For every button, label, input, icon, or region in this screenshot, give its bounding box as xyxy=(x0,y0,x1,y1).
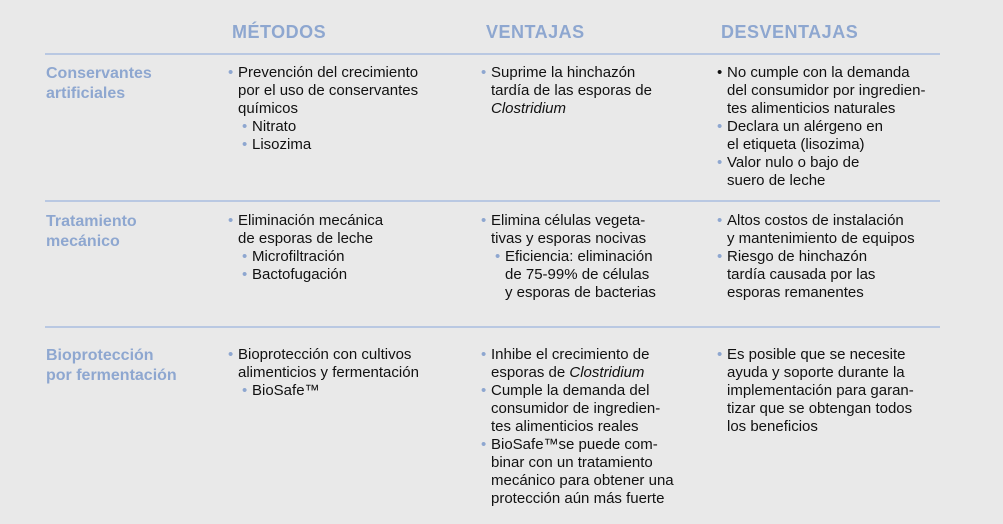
text-line: los beneficios xyxy=(727,418,818,435)
text-line: Bioprotección con cultivos xyxy=(238,346,412,363)
bullet-icon: • xyxy=(228,64,234,81)
text-line: implementación para garan- xyxy=(727,382,914,399)
text-line: protección aún más fuerte xyxy=(491,490,665,507)
sub-item xyxy=(228,118,418,136)
row-label-conservantes xyxy=(46,64,216,104)
list-item xyxy=(481,212,656,248)
row-label-line: Tratamiento xyxy=(46,213,137,230)
text-line: Elimina células vegeta- xyxy=(491,212,646,229)
bullet-icon: • xyxy=(481,382,487,399)
text-line: suero de leche xyxy=(727,172,826,189)
text-line: tardía de las esporas de xyxy=(491,82,652,99)
row-label-line: mecánico xyxy=(46,233,120,250)
bullet-icon: • xyxy=(495,248,501,265)
bullet-icon: • xyxy=(717,154,723,171)
bullet-icon: • xyxy=(717,64,723,81)
text-line: alimenticios y fermentación xyxy=(238,364,419,381)
text-line: BioSafe™se puede com- xyxy=(491,436,658,453)
bullet-icon: • xyxy=(228,346,234,363)
text-line: Riesgo de hinchazón xyxy=(727,248,868,265)
sub-item xyxy=(228,382,419,400)
text-line: el etiqueta (lisozima) xyxy=(727,136,865,153)
text-line: Clostridium xyxy=(491,100,567,117)
row-label-bioproteccion xyxy=(46,346,216,386)
text-line: Inhibe el crecimiento de xyxy=(491,346,650,363)
bullet-icon: • xyxy=(242,248,248,265)
text-line: Prevención del crecimiento xyxy=(238,64,419,81)
header-metodos: MÉTODOS xyxy=(232,22,327,42)
cell-desventajas-bioproteccion xyxy=(717,346,914,436)
text-line: Lisozima xyxy=(252,136,312,153)
sub-item xyxy=(228,248,383,266)
sub-item xyxy=(228,136,418,154)
row-label-line: Conservantes xyxy=(46,65,152,82)
text-line: Suprime la hinchazón xyxy=(491,64,636,81)
text-line: Es posible que se necesite xyxy=(727,346,906,363)
list-item xyxy=(717,248,915,302)
bullet-icon: • xyxy=(242,382,248,399)
bullet-icon: • xyxy=(481,436,487,453)
text-line: Cumple la demanda del xyxy=(491,382,650,399)
cell-desventajas-conservantes xyxy=(717,64,925,190)
bullet-icon: • xyxy=(481,212,487,229)
list-item xyxy=(481,382,674,436)
sub-item xyxy=(481,248,656,302)
text-line: Eficiencia: eliminación xyxy=(505,248,653,265)
text-line: por el uso de conservantes xyxy=(238,82,419,99)
bullet-icon: • xyxy=(242,118,248,135)
sub-item xyxy=(228,266,383,284)
row-label-tratamiento xyxy=(46,212,216,252)
list-item xyxy=(481,64,652,118)
bullet-icon: • xyxy=(242,266,248,283)
list-item xyxy=(228,212,383,248)
list-item xyxy=(717,64,925,118)
text-line: binar con un tratamiento xyxy=(491,454,653,471)
text-line: No cumple con la demanda xyxy=(727,64,910,81)
cell-metodos-tratamiento xyxy=(228,212,383,284)
text-line: Eliminación mecánica xyxy=(238,212,384,229)
text-line: de 75-99% de células xyxy=(505,266,650,283)
text-segment-italic: Clostridium xyxy=(569,364,645,381)
text-line: tardía causada por las xyxy=(727,266,876,283)
text-line: tes alimenticios reales xyxy=(491,418,639,435)
row-label-line: Bioprotección xyxy=(46,347,154,364)
text-line: esporas remanentes xyxy=(727,284,864,301)
bullet-icon: • xyxy=(717,248,723,265)
text-line: tes alimenticios naturales xyxy=(727,100,896,117)
text-line: BioSafe™ xyxy=(252,382,320,399)
text-line: Microfiltración xyxy=(252,248,345,265)
cell-ventajas-bioproteccion xyxy=(481,346,674,508)
text-line: Nitrato xyxy=(252,118,297,135)
divider-row-1 xyxy=(45,200,940,202)
text-line: mecánico para obtener una xyxy=(491,472,674,489)
list-item xyxy=(717,212,915,248)
list-item xyxy=(717,154,925,190)
text-line: tivas y esporas nocivas xyxy=(491,230,647,247)
text-segment: esporas de xyxy=(491,364,570,381)
cell-ventajas-tratamiento xyxy=(481,212,656,302)
cell-ventajas-conservantes xyxy=(481,64,652,118)
bullet-icon: • xyxy=(717,212,723,229)
text-line: consumidor de ingredien- xyxy=(491,400,661,417)
bullet-icon: • xyxy=(481,64,487,81)
text-line: Declara un alérgeno en xyxy=(727,118,883,135)
bullet-icon: • xyxy=(242,136,248,153)
bullet-icon: • xyxy=(228,212,234,229)
text-line: Valor nulo o bajo de xyxy=(727,154,860,171)
bullet-icon: • xyxy=(717,346,723,363)
cell-desventajas-tratamiento xyxy=(717,212,915,302)
header-ventajas: VENTAJAS xyxy=(486,22,585,42)
list-item xyxy=(228,346,419,382)
list-item xyxy=(481,346,674,382)
text-line: de esporas de leche xyxy=(238,230,374,247)
divider-row-2 xyxy=(45,326,940,328)
list-item xyxy=(481,436,674,508)
bullet-icon: • xyxy=(717,118,723,135)
list-item xyxy=(228,64,418,118)
cell-metodos-bioproteccion xyxy=(228,346,419,400)
text-line: Altos costos de instalación xyxy=(727,212,904,229)
list-item xyxy=(717,118,925,154)
text-line: tizar que se obtengan todos xyxy=(727,400,913,417)
text-line: químicos xyxy=(238,100,299,117)
text-line: del consumidor por ingredien- xyxy=(727,82,926,99)
text-line: ayuda y soporte durante la xyxy=(727,364,905,381)
text-line: y mantenimiento de equipos xyxy=(727,230,915,247)
cell-metodos-conservantes xyxy=(228,64,418,154)
text-line xyxy=(491,364,674,382)
text-line: Bactofugación xyxy=(252,266,348,283)
header-desventajas: DESVENTAJAS xyxy=(721,22,859,42)
row-label-line: artificiales xyxy=(46,85,126,102)
divider-top xyxy=(45,53,940,55)
row-label-line: por fermentación xyxy=(46,367,177,384)
text-line: y esporas de bacterias xyxy=(505,284,656,301)
list-item xyxy=(717,346,914,436)
bullet-icon: • xyxy=(481,346,487,363)
